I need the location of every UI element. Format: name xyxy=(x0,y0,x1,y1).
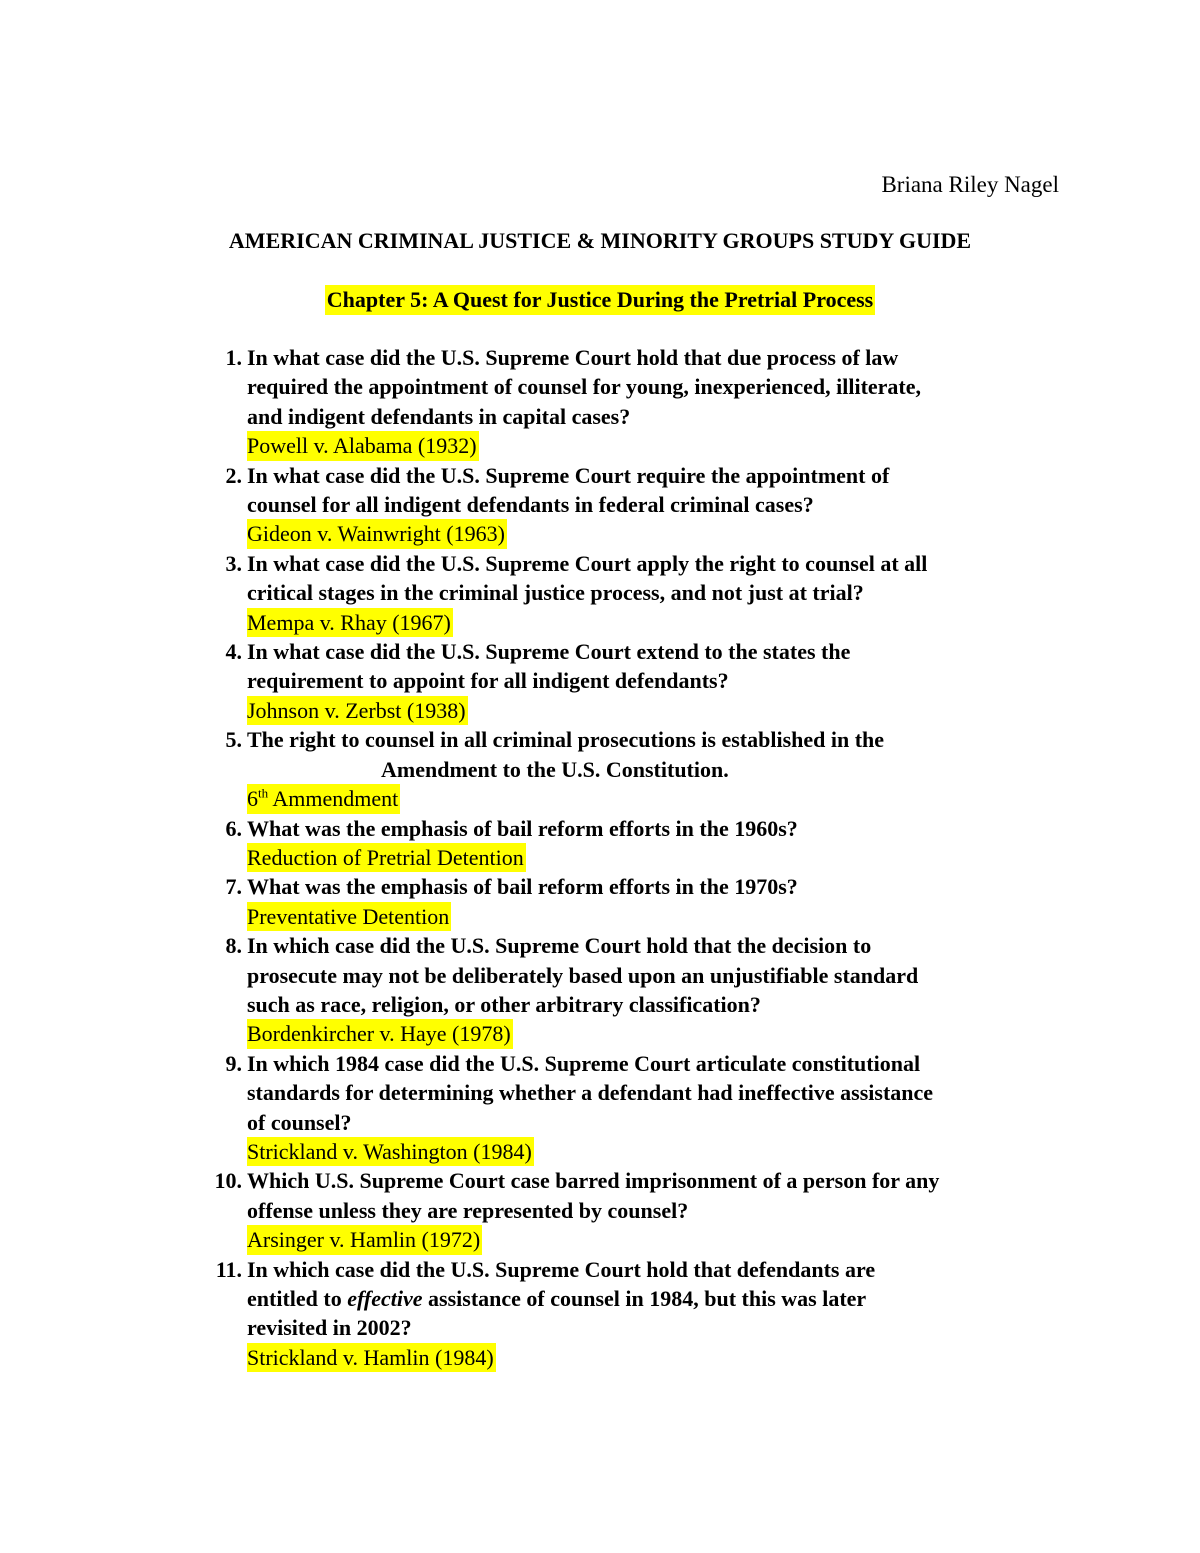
answer-ordinal-suffix: th xyxy=(258,785,269,801)
question-number: 6. xyxy=(225,815,242,841)
answer-text: Johnson v. Zerbst (1938) xyxy=(247,696,468,725)
question-line: offense unless they are represented by counsel? xyxy=(247,1197,689,1223)
question-item-5 xyxy=(200,725,1070,813)
question-line: critical stages in the criminal justice process, and not just at trial? xyxy=(247,580,864,606)
author-name: Briana Riley Nagel xyxy=(881,172,1059,197)
question-item-3 xyxy=(200,549,1070,637)
question-text xyxy=(247,343,1070,431)
question-number: 10. xyxy=(214,1168,242,1194)
question-item-7 xyxy=(200,872,1070,931)
answer-ordinal: 6 xyxy=(247,786,258,812)
question-line: Which U.S. Supreme Court case barred imprisonment of a person for any xyxy=(247,1168,940,1194)
question-line: The right to counsel in all criminal prosecutions is established in the xyxy=(247,727,885,753)
question-line xyxy=(247,1284,1070,1313)
question-line: prosecute may not be deliberately based upon an unjustifiable standard xyxy=(247,962,919,988)
question-number: 2. xyxy=(225,462,242,488)
question-number: 9. xyxy=(225,1050,242,1076)
question-line: standards for determining whether a defendant had ineffective assistance xyxy=(247,1080,934,1106)
chapter-heading: Chapter 5: A Quest for Justice During the Pretrial Process xyxy=(325,285,875,315)
answer-text: Powell v. Alabama (1932) xyxy=(247,431,479,460)
document-title: AMERICAN CRIMINAL JUSTICE & MINORITY GROUPS STUDY GUIDE xyxy=(228,228,972,253)
question-line: In which 1984 case did the U.S. Supreme Court articulate constitutional xyxy=(247,1050,921,1076)
question-text xyxy=(247,931,1070,1019)
question-line: and indigent defendants in capital cases? xyxy=(247,403,631,429)
question-item-1 xyxy=(200,343,1070,461)
answer-text xyxy=(247,784,400,813)
question-item-11 xyxy=(200,1255,1070,1373)
question-text xyxy=(247,637,1070,696)
question-line: In what case did the U.S. Supreme Court hold that due process of law xyxy=(247,345,899,370)
answer-text: Bordenkircher v. Haye (1978) xyxy=(247,1019,513,1048)
question-text xyxy=(247,725,1070,784)
question-text xyxy=(247,872,1070,901)
question-line: counsel for all indigent defendants in federal criminal cases? xyxy=(247,492,814,518)
answer-text: Reduction of Pretrial Detention xyxy=(247,843,526,872)
question-line: required the appointment of counsel for young, inexperienced, illiterate, xyxy=(247,374,922,400)
question-list xyxy=(200,343,1070,1372)
question-line: revisited in 2002? xyxy=(247,1315,412,1341)
answer-text: Strickland v. Washington (1984) xyxy=(247,1137,534,1166)
answer-rest: Ammendment xyxy=(268,786,399,812)
question-line: In what case did the U.S. Supreme Court extend to the states the xyxy=(247,639,851,665)
question-text xyxy=(247,1166,1070,1225)
question-line: In what case did the U.S. Supreme Court require the appointment of xyxy=(247,462,890,488)
question-text xyxy=(247,814,1070,843)
answer-text: Mempa v. Rhay (1967) xyxy=(247,608,453,637)
question-fragment: entitled to xyxy=(247,1286,348,1311)
question-item-2 xyxy=(200,461,1070,549)
question-text xyxy=(247,549,1070,608)
answer-text: Preventative Detention xyxy=(247,902,451,931)
question-line: What was the emphasis of bail reform efforts in the 1960s? xyxy=(247,815,798,841)
question-number: 3. xyxy=(225,550,242,576)
question-number: 11. xyxy=(215,1256,242,1282)
question-text xyxy=(247,1049,1070,1137)
answer-text: Strickland v. Hamlin (1984) xyxy=(247,1343,496,1372)
question-number: 8. xyxy=(225,933,242,959)
question-line: What was the emphasis of bail reform efforts in the 1970s? xyxy=(247,874,798,900)
question-line: Amendment to the U.S. Constitution. xyxy=(381,756,729,782)
question-item-4 xyxy=(200,637,1070,725)
question-item-8 xyxy=(200,931,1070,1049)
question-number: 7. xyxy=(225,874,242,900)
question-line: requirement to appoint for all indigent defendants? xyxy=(247,668,729,694)
question-item-6 xyxy=(200,814,1070,873)
question-line: In which case did the U.S. Supreme Court hold that defendants are xyxy=(247,1256,876,1282)
question-line: such as race, religion, or other arbitrary classification? xyxy=(247,991,761,1017)
question-line: In what case did the U.S. Supreme Court apply the right to counsel at all xyxy=(247,550,928,576)
question-item-10 xyxy=(200,1166,1070,1254)
question-number: 4. xyxy=(225,639,242,665)
question-text xyxy=(247,461,1070,520)
question-fragment: assistance of counsel in 1984, but this was later xyxy=(422,1286,867,1311)
question-number: 1. xyxy=(225,345,242,370)
chapter-heading-wrap xyxy=(0,285,1200,315)
question-line: of counsel? xyxy=(247,1109,352,1135)
question-item-9 xyxy=(200,1049,1070,1167)
question-number: 5. xyxy=(225,727,242,753)
answer-text: Arsinger v. Hamlin (1972) xyxy=(247,1225,482,1254)
question-line: In which case did the U.S. Supreme Court hold that the decision to xyxy=(247,933,872,959)
emphasized-word: effective xyxy=(347,1286,423,1311)
question-text xyxy=(247,1255,1070,1343)
answer-text: Gideon v. Wainwright (1963) xyxy=(247,519,507,548)
